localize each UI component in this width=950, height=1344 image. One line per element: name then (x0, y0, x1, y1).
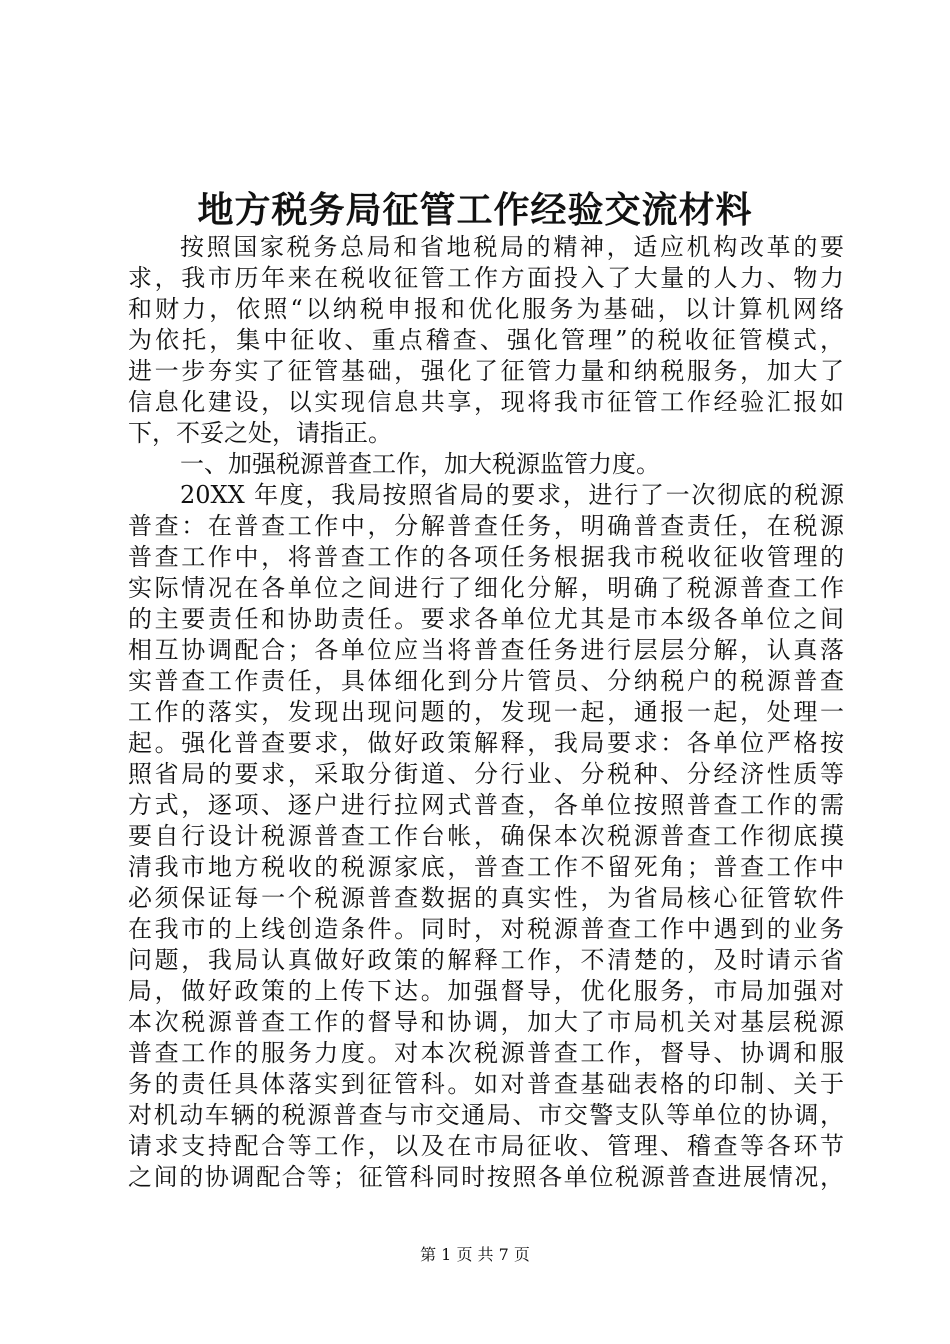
body-text-line: 之间的协调配合等；征管科同时按照各单位税源普查进展情况， (128, 1163, 844, 1191)
body-text-line: 为依托，集中征收、重点稽查、强化管理”的税收征管模式， (128, 326, 844, 354)
body-text-line: 普查工作的服务力度。对本次税源普查工作，督导、协调和服 (128, 1039, 844, 1067)
body-text-line: 进一步夯实了征管基础，强化了征管力量和纳税服务，加大了 (128, 357, 844, 385)
body-text-line: 和财力，依照“以纳税申报和优化服务为基础，以计算机网络 (128, 295, 844, 323)
body-text-line: 局，做好政策的上传下达。加强督导，优化服务，市局加强对 (128, 977, 844, 1005)
body-text-line: 按照国家税务总局和省地税局的精神，适应机构改革的要 (180, 233, 844, 261)
body-text-line: 在我市的上线创造条件。同时，对税源普查工作中遇到的业务 (128, 915, 844, 943)
body-text-line: 信息化建设，以实现信息共享，现将我市征管工作经验汇报如 (128, 388, 844, 416)
body-text-line: 实际情况在各单位之间进行了细化分解，明确了税源普查工作 (128, 574, 844, 602)
body-text-line: 普查：在普查工作中，分解普查任务，明确普查责任，在税源 (128, 512, 844, 540)
body-text-line: 方式，逐项、逐户进行拉网式普查，各单位按照普查工作的需 (128, 791, 844, 819)
document-body (128, 232, 844, 1193)
body-text-line: 相互协调配合；各单位应当将普查任务进行层层分解，认真落 (128, 636, 844, 664)
body-text-line: 问题，我局认真做好政策的解释工作，不清楚的，及时请示省 (128, 946, 844, 974)
body-text-line: 的主要责任和协助责任。要求各单位尤其是市本级各单位之间 (128, 605, 844, 633)
body-text-line: 实普查工作责任，具体细化到分片管员、分纳税户的税源普查 (128, 667, 844, 695)
body-text-line: 本次税源普查工作的督导和协调，加大了市局机关对基层税源 (128, 1008, 844, 1036)
body-text-line: 必须保证每一个税源普查数据的真实性，为省局核心征管软件 (128, 884, 844, 912)
page-footer: 第 1 页 共 7 页 (420, 1245, 530, 1264)
body-text-line: 工作的落实，发现出现问题的，发现一起，通报一起，处理一 (128, 698, 844, 726)
body-text-line: 清我市地方税收的税源家底，普查工作不留死角；普查工作中 (128, 853, 844, 881)
body-text-line: 照省局的要求，采取分街道、分行业、分税种、分经济性质等 (128, 760, 844, 788)
body-text-line: 起。强化普查要求，做好政策解释，我局要求：各单位严格按 (128, 729, 844, 757)
body-text-line: 要自行设计税源普查工作台帐，确保本次税源普查工作彻底摸 (128, 822, 844, 850)
body-text-line: 20XX 年度，我局按照省局的要求，进行了一次彻底的税源 (180, 481, 844, 509)
body-text-line: 普查工作中，将普查工作的各项任务根据我市税收征收管理的 (128, 543, 844, 571)
body-text-line: 一、加强税源普查工作，加大税源监管力度。 (180, 450, 660, 478)
document-title: 地方税务局征管工作经验交流材料 (197, 189, 753, 231)
body-text-line: 请求支持配合等工作，以及在市局征收、管理、稽查等各环节 (128, 1132, 844, 1160)
body-text-line: 求，我市历年来在税收征管工作方面投入了大量的人力、物力 (128, 264, 844, 292)
body-text-line: 务的责任具体落实到征管科。如对普查基础表格的印制、关于 (128, 1070, 844, 1098)
body-text-line: 下，不妥之处，请指正。 (128, 419, 392, 447)
body-text-line: 对机动车辆的税源普查与市交通局、市交警支队等单位的协调， (128, 1101, 844, 1129)
